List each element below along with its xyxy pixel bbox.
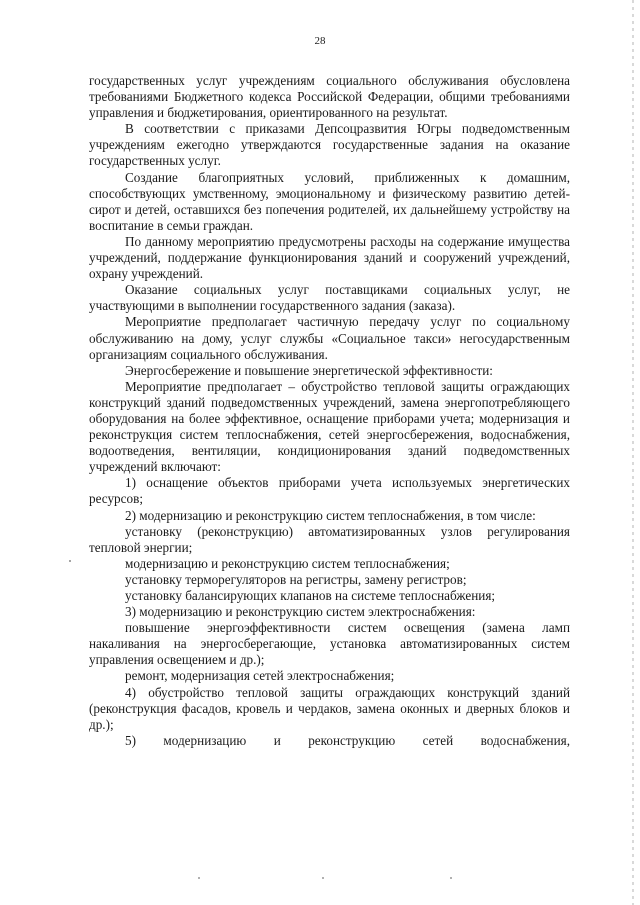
scan-speck [322,877,324,879]
list-item-2: 2) модернизацию и реконструкцию систем теплоснабжения, в том числе: [125,507,536,523]
paragraph-5: Оказание социальных услуг поставщиками социальных услуг, не участвующими в выполнении государственного задания (заказа). [89,282,570,314]
paragraph-4: По данному мероприятию предусмотрены расходы на содержание имущества учреждений, поддержание функционирования зданий и сооружений учреждений, охрану учреждений. [89,233,570,282]
scan-footer-specks [150,877,490,879]
sub-item-1: установку (реконструкцию) автоматизированных узлов регулирования тепловой энергии; [89,523,570,555]
paragraph-8: Мероприятие предполагает – обустройство тепловой защиты ограждающих конструкций зданий подведомственных учреждений, замена энергопотребляющего оборудования на более эффективное, оснащение приборами учета; модернизация и реконструкция систем теплоснабжения, сетей энергосбережения, водоснабжения, водоотведения, вентиляции, кондиционирования зданий подведомственных учреждений включают: [89,378,570,475]
list-item-3: 3) модернизацию и реконструкцию систем электроснабжения: [125,604,476,620]
paragraph-7: Энергосбережение и повышение энергетической эффективности: [125,362,493,378]
list-item-5: 5) модернизацию и реконструкцию сетей водоснабжения, [125,732,570,748]
document-body [89,73,570,749]
paragraph-1: государственных услуг учреждениям социального обслуживания обусловлена требованиями Бюджетного кодекса Российской Федерации, общими требованиями управления и бюджетирования, ориентированного на результат. [89,73,570,121]
scan-edge [632,0,634,905]
paragraph-6: Мероприятие предполагает частичную передачу услуг по социальному обслуживанию на дому, услуг службы «Социальное такси» негосударственным организациям социального обслуживания. [89,314,570,362]
paragraph-3: Создание благоприятных условий, приближенных к домашним, способствующих умственному, эмоциональному и физическому развитию детей-сирот и детей, оставшихся без попечения родителей, их дальнейшему устройству на воспитание в семьи граждан. [89,169,570,233]
sub-item-5: повышение энергоэффективности систем освещения (замена ламп накаливания на энергосберегающие, установка автоматизированных систем управления освещением и др.); [89,620,570,668]
page-number: 28 [314,35,326,47]
scan-speck [69,560,71,562]
scan-speck [450,877,452,879]
sub-item-4: установку балансирующих клапанов на системе теплоснабжения; [125,588,496,603]
list-item-1: 1) оснащение объектов приборами учета используемых энергетических ресурсов; [89,475,570,507]
list-item-4: 4) обустройство тепловой защиты ограждающих конструкций зданий (реконструкция фасадов, кровель и чердаков, замена оконных и дверных блоков и др.); [89,684,570,732]
sub-item-2: модернизацию и реконструкцию систем теплоснабжения; [125,555,450,571]
scan-speck [198,877,200,879]
sub-item-6: ремонт, модернизация сетей электроснабжения; [125,668,395,684]
sub-item-3: установку терморегуляторов на регистры, замену регистров; [125,571,467,587]
paragraph-2: В соответствии с приказами Депсоцразвития Югры подведомственным учреждениям ежегодно утверждаются государственные задания на оказание государственных услуг. [89,121,570,169]
